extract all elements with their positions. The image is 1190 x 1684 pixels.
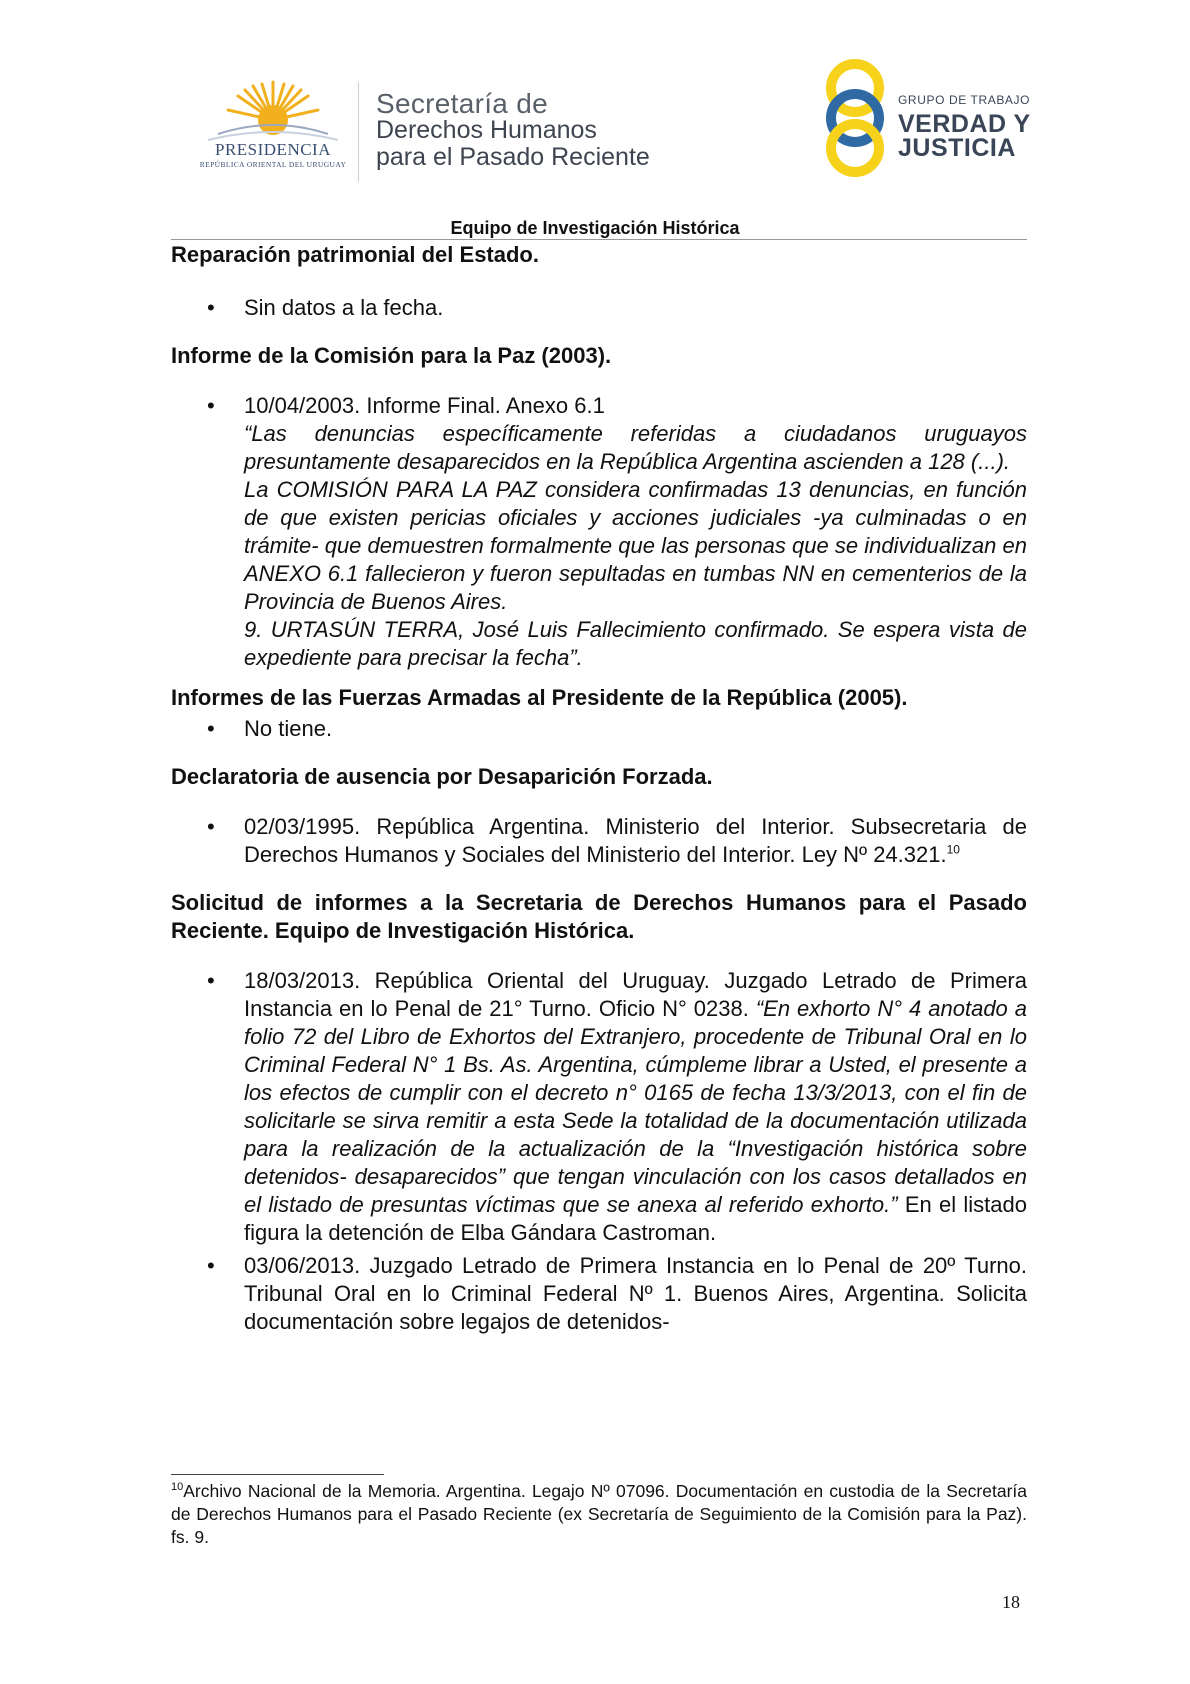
footnote — [171, 1480, 1027, 1549]
grupo-line-2: VERDAD Y — [898, 110, 1031, 138]
grupo-trabajo-text — [898, 88, 1031, 160]
list-item-text: 18/03/2013. República Oriental del Uruguay. Juzgado Letrado de Primera Instancia en lo Penal de 21° Turno. Oficio N° 0238. — [244, 968, 1027, 1021]
list-item-text: 02/03/1995. República Argentina. Ministerio del Interior. Subsecretaria de Derechos Humanos y Sociales del Ministerio del Interior. Ley Nº 24.321. — [244, 814, 1027, 867]
presidencia-logo — [198, 78, 348, 178]
secretaria-line-2: Derechos Humanos — [376, 116, 597, 144]
section-heading: Declaratoria de ausencia por Desaparición Forzada. — [171, 764, 713, 789]
list-item: • Sin datos a la fecha. — [171, 294, 1027, 322]
list-item-tail: En el listado figura la detención de Elba Gándara Castroman. — [244, 1192, 1027, 1245]
page-header — [0, 0, 1190, 238]
footnote-text: Archivo Nacional de la Memoria. Argentina. Legajo Nº 07096. Documentación en custodia de la Secretaría de Derechos Humanos para el Pasado Reciente (ex Secretaría de Seguimiento de la Comisión para la Paz). fs. 9. — [171, 1481, 1027, 1547]
list-item — [171, 967, 1027, 1247]
secretaria-logo-text — [376, 90, 650, 171]
footnote-rule — [171, 1474, 384, 1475]
presidencia-name: PRESIDENCIA — [214, 140, 331, 159]
section-heading: Informe de la Comisión para la Paz (2003). — [171, 343, 612, 368]
grupo-line-3: JUSTICIA — [898, 134, 1016, 162]
document-body — [171, 241, 1027, 1336]
footnote-number: 10 — [171, 1481, 184, 1494]
list-item — [171, 392, 1027, 672]
quote-text: “En exhorto N° 4 anotado a folio 72 del Libro de Exhortos del Extranjero, procedente de Tribunal Oral en lo Criminal Federal N° 1 Bs. As. Argentina, cúmpleme librar a Usted, el presente a los efectos de cumplir con el decreto n° 0165 de fecha 13/3/2013, con el fin de solicitarle se sirva remitir a esta Sede la totalidad de la documentación utilizada para la realización de la actualización de la “Investigación histórica sobre detenidos- desaparecidos” que tengan vinculación con los casos detallados en el listado de presuntas víctimas que se anexa al referido exhorto.” — [244, 996, 1028, 1217]
secretaria-line-1: Secretaría de — [376, 88, 548, 119]
page-number: 18 — [1002, 1592, 1020, 1612]
list-item-lead: • 10/04/2003. Informe Final. Anexo 6.1 — [244, 393, 605, 418]
sun-emblem-icon — [198, 78, 348, 144]
list-item: • 03/06/2013. Juzgado Letrado de Primera Instancia en lo Penal de 20º Turno. Tribunal Oral en lo Criminal Federal Nº 1. Buenos Aires, Argentina. Solicita documentación sobre legajos de detenidos- — [171, 1252, 1027, 1336]
section-heading: Reparación patrimonial del Estado. — [171, 242, 539, 267]
secretaria-line-3: para el Pasado Reciente — [376, 143, 650, 171]
logo-divider — [358, 82, 359, 182]
presidencia-subtitle: REPÚBLICA ORIENTAL DEL URUGUAY — [199, 160, 347, 169]
quote-paragraph: “Las denuncias específicamente referidas a ciudadanos uruguayos presuntamente desaparecidos en la República Argentina ascienden a 128 (...). — [244, 421, 1027, 474]
quote-paragraph: La COMISIÓN PARA LA PAZ considera confirmadas 13 denuncias, en función de que existen pericias oficiales y acciones judiciales -ya culminadas o en trámite- que demuestren formalmente que las personas que se individualizan en ANEXO 6.1 fallecieron y fueron sepultadas en tumbas NN en cementerios de la Provincia de Buenos Aires. — [244, 477, 1027, 614]
list-item — [171, 813, 1027, 869]
footnote-ref: 10 — [946, 842, 960, 857]
team-title: Equipo de Investigación Histórica — [450, 218, 740, 238]
list-item: • No tiene. — [171, 715, 1027, 743]
section-heading: Informes de las Fuerzas Armadas al Presidente de la República (2005). — [171, 685, 908, 710]
header-rule — [171, 239, 1027, 240]
grupo-line-1: GRUPO DE TRABAJO — [898, 93, 1031, 107]
quote-paragraph: 9. URTASÚN TERRA, José Luis Fallecimiento confirmado. Se espera vista de expediente para precisar la fecha”. — [244, 617, 1027, 670]
section-heading: Solicitud de informes a la Secretaria de Derechos Humanos para el Pasado Reciente. Equipo de Investigación Histórica. — [171, 890, 1027, 943]
